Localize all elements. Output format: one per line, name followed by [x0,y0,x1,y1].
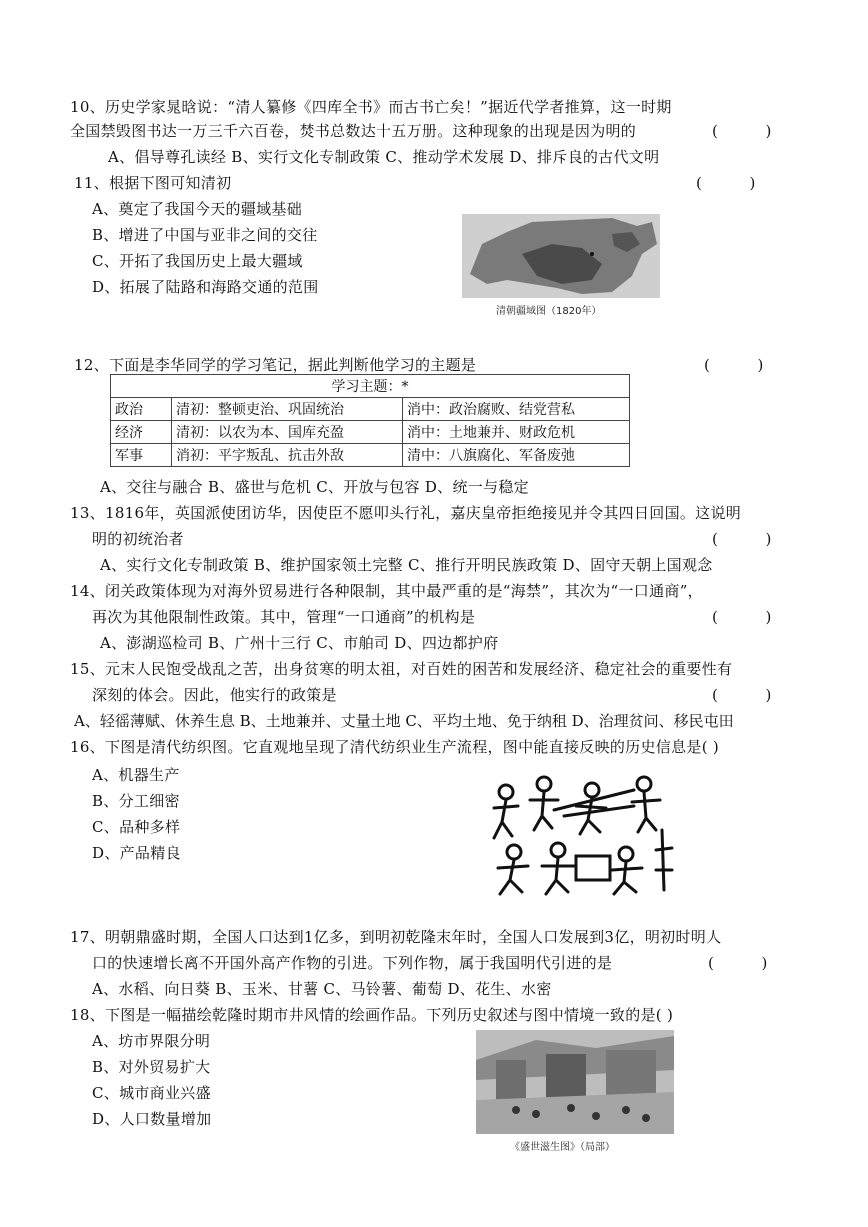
q11-option-d: D、拓展了陆路和海路交通的范围 [92,278,319,296]
q10-options: A、倡导尊孔读经 B、实行文化专制政策 C、推动学术发展 D、排斥良的古代文明 [108,148,660,166]
table-cell-early: 清初：以农为本、国库充盈 [172,421,403,444]
q11-stem: 11、根据下图可知清初 [74,174,232,192]
q18-stem: 18、下图是一幅描绘乾隆时期市井风情的绘画作品。下列历史叙述与图中情境一致的是( ) [70,1006,674,1024]
q18-option-c: C、城市商业兴盛 [92,1084,211,1102]
map-caption: 清朝疆域图（1820年） [496,306,602,317]
table-row [111,421,630,444]
table-cell-mid: 清中：八旗腐化、军备废弛 [403,444,630,467]
table-cell-category: 政治 [111,398,172,421]
q18-option-b: B、对外贸易扩大 [92,1058,211,1076]
weaving-illustration [484,770,678,898]
q17-answer-blank: ( ) [708,954,768,972]
table-cell-early: 清初：整顿吏治、巩固统治 [172,398,403,421]
q16-option-a: A、机器生产 [92,766,180,784]
table-cell-category: 军事 [111,444,172,467]
q13-options: A、实行文化专制政策 B、维护国家领土完整 C、推行开明民族政策 D、固守天朝上国观念 [100,556,713,574]
q12-stem: 12、下面是李华同学的学习笔记，据此判断他学习的主题是 [74,356,477,374]
q11-option-c: C、开拓了我国历史上最大疆域 [92,252,303,270]
q13-answer-blank: ( ) [712,530,772,548]
table-cell-early: 消初：平字叛乱、抗击外敌 [172,444,403,467]
q11-option-a: A、奠定了我国今天的疆域基础 [92,200,303,218]
q15-options: A、轻徭薄赋、休养生息 B、土地兼并、丈量土地 C、平均土地、免于纳租 D、治理贫问、移民屯田 [74,712,734,730]
study-notes-table [110,374,630,467]
table-cell-category: 经济 [111,421,172,444]
q16-option-d: D、产品精良 [92,844,181,862]
table-cell-mid: 消中：土地兼并、财政危机 [403,421,630,444]
q16-option-c: C、品种多样 [92,818,181,836]
painting-caption: 《盛世滋生图》（局部） [510,1142,615,1153]
q17-stem-line1: 17、明朝鼎盛时期，全国人口达到1亿多，到明初乾隆末年时，全国人口发展到3亿，明初时明人 [70,928,722,946]
table-header-row [111,375,630,398]
table-header: 学习主题：* [111,375,630,398]
q16-stem: 16、下图是清代纺织图。它直观地呈现了清代纺织业生产流程，图中能直接反映的历史信息是( ) [70,738,720,756]
q15-stem-line1: 15、元末人民饱受战乱之苦，出身贫寒的明太祖，对百姓的困苦和发展经济、稳定社会的重要性有 [70,660,733,678]
qing-territory-map [462,214,660,298]
q15-stem-line2: 深刻的体会。因此，他实行的政策是 [92,686,337,704]
market-painting [476,1030,674,1134]
table-cell-mid: 消中：政治腐败、结党营私 [403,398,630,421]
q14-stem-line2: 再次为其他限制性政策。其中，管理“一口通商”的机构是 [92,608,476,626]
q11-option-b: B、增进了中国与亚非之间的交往 [92,226,318,244]
q17-stem-line2: 口的快速增长离不开国外高产作物的引进。下列作物，属于我国明代引进的是 [92,954,613,972]
table-row [111,398,630,421]
q17-options: A、水稻、向日葵 B、玉米、甘薯 C、马铃薯、葡萄 D、花生、水密 [92,980,552,998]
q11-answer-blank: ( ) [696,174,756,192]
q12-answer-blank: ( ) [704,356,764,374]
q10-stem-line1: 10、历史学家晁晗说：“清人纂修《四库全书》而古书亡矣！”据近代学者推算，这一时期 [70,98,672,116]
q14-answer-blank: ( ) [712,608,772,626]
q10-answer-blank: ( ) [712,122,772,140]
q18-option-d: D、人口数量增加 [92,1110,212,1128]
q16-option-b: B、分工细密 [92,792,180,810]
q14-options: A、澎湖巡检司 B、广州十三行 C、市舶司 D、四边都护府 [100,634,499,652]
q13-stem-line2: 明的初统治者 [92,530,184,548]
q14-stem-line1: 14、闭关政策体现为对海外贸易进行各种限制，其中最严重的是“海禁”，其次为“一口通商”， [70,582,703,600]
q18-option-a: A、坊市界限分明 [92,1032,211,1050]
q12-options: A、交往与融合 B、盛世与危机 C、开放与包容 D、统一与稳定 [100,478,529,496]
q10-stem-line2: 全国禁毁图书达一万三千六百卷，焚书总数达十五万册。这种现象的出现是因为明的 [70,122,637,140]
table-row [111,444,630,467]
q15-answer-blank: ( ) [712,686,772,704]
q13-stem-line1: 13、1816年，英国派使团访华，因使臣不愿叩头行礼，嘉庆皇帝拒绝接见并令其四日回国。这说明 [70,504,742,522]
